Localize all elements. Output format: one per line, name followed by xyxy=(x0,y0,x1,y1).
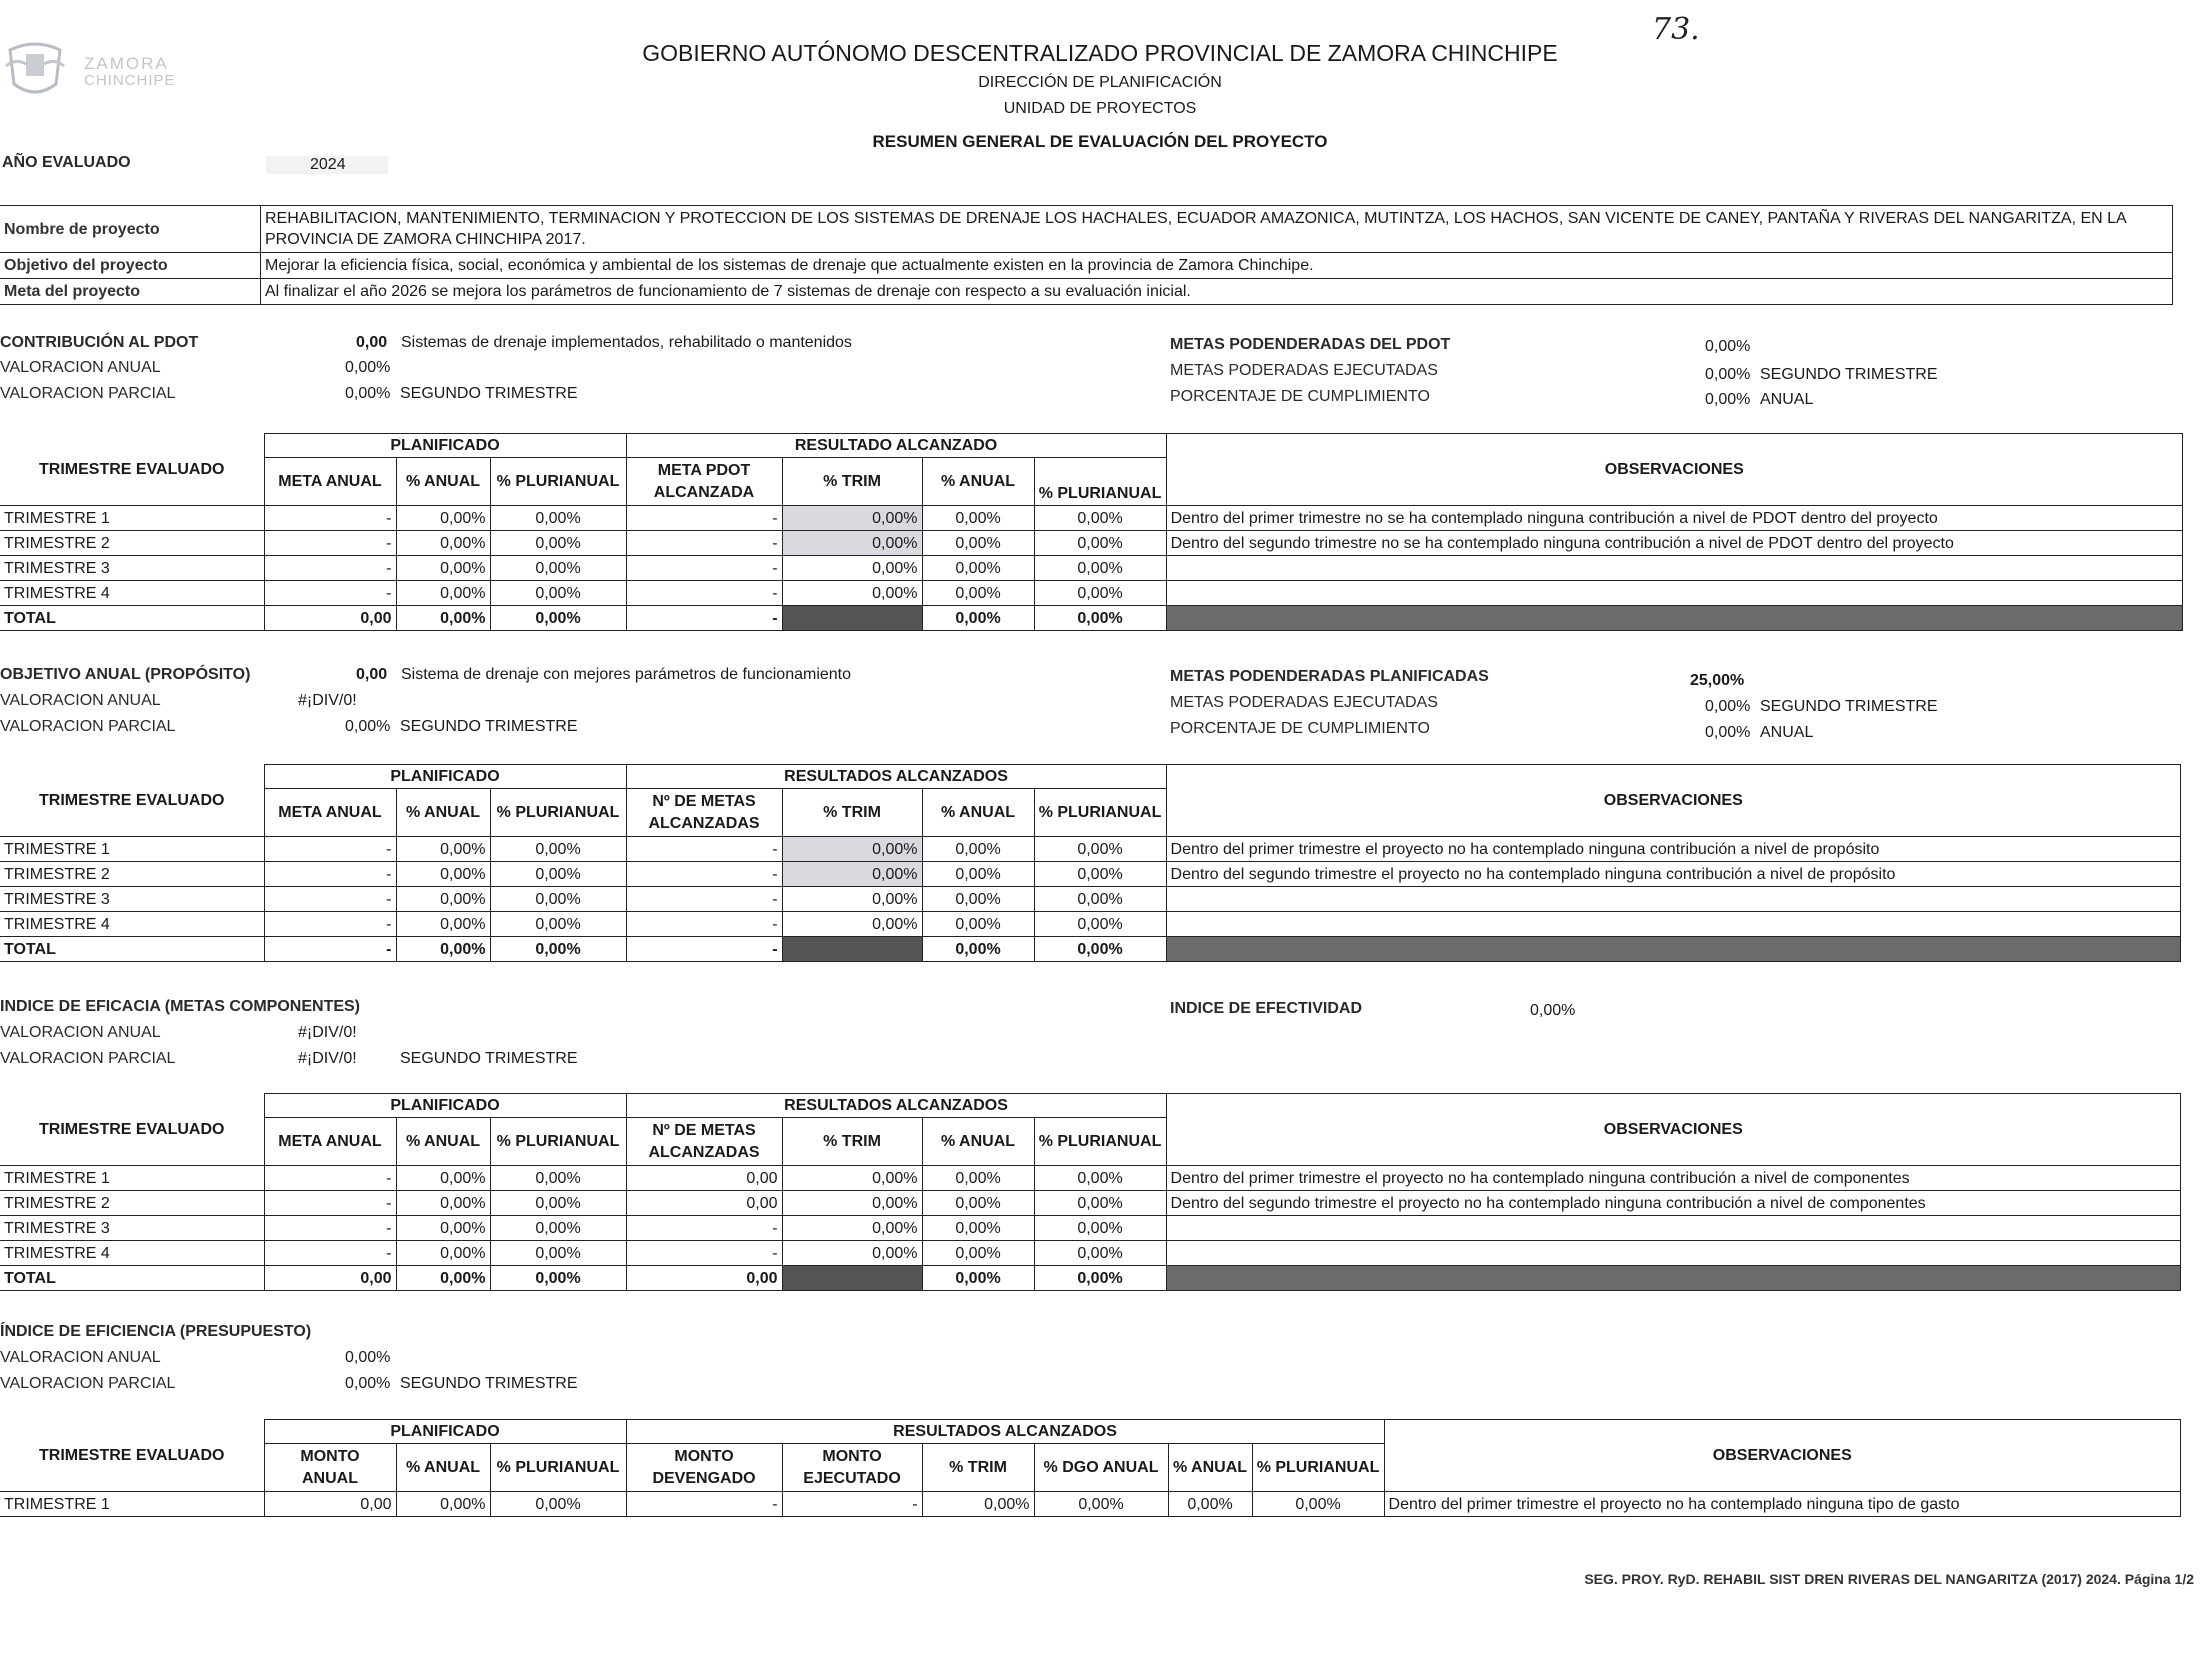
table-row xyxy=(0,1166,2181,1191)
table-row xyxy=(0,887,2181,912)
s4-th-observaciones: OBSERVACIONES xyxy=(1384,1420,2180,1492)
row-label: TRIMESTRE 2 xyxy=(0,531,264,556)
cell-meta: - xyxy=(264,1166,396,1191)
cell-ranual: 0,00% xyxy=(922,1166,1034,1191)
row-label: TRIMESTRE 3 xyxy=(0,556,264,581)
s4-th-pct-trim: % TRIM xyxy=(922,1444,1034,1492)
s4-th-dev-1: MONTO xyxy=(674,1447,734,1465)
s2-th-resultado: RESULTADOS ALCANZADOS xyxy=(626,765,1166,789)
s1-value: 0,00 xyxy=(356,334,388,351)
row-label: TOTAL xyxy=(0,606,264,631)
cell-rplur: 0,00% xyxy=(1034,1191,1166,1216)
cell-trim: 0,00% xyxy=(782,912,922,937)
cell-obs: Dentro del primer trimestre el proyecto no ha contemplado ninguna tipo de gasto xyxy=(1384,1492,2180,1517)
s2-parcial-period: SEGUNDO TRIMESTRE xyxy=(400,718,578,735)
s1-r-exec: METAS PODERADAS EJECUTADAS xyxy=(1170,362,1438,379)
project-objective-label: Objetivo del proyecto xyxy=(0,253,261,279)
cell-anual: 0,00% xyxy=(396,506,490,531)
cell-alc: - xyxy=(626,556,782,581)
s3-th-meta-1: Nº DE METAS xyxy=(652,1121,756,1139)
s4-th-trimestre: TRIMESTRE EVALUADO xyxy=(0,1420,264,1492)
s1-table xyxy=(0,433,2183,631)
s1-th-pct-trim: % TRIM xyxy=(782,458,922,506)
cell-trim: 0,00% xyxy=(922,1492,1034,1517)
cell-devengado: - xyxy=(626,1492,782,1517)
cell-ranual: 0,00% xyxy=(922,1191,1034,1216)
cell-anual: 0,00% xyxy=(396,837,490,862)
cell-ejecutado: - xyxy=(782,1492,922,1517)
cell-ranual: 0,00% xyxy=(922,506,1034,531)
s4-th-resultado: RESULTADOS ALCANZADOS xyxy=(626,1420,1384,1444)
cell-obs-blank xyxy=(1166,1266,2180,1291)
s3-th-meta-2: ALCANZADAS xyxy=(648,1143,760,1161)
row-label: TRIMESTRE 4 xyxy=(0,912,264,937)
cell-meta: 0,00 xyxy=(264,606,396,631)
s2-th-r-plurianual: % PLURIANUAL xyxy=(1034,789,1166,837)
cell-alc: 0,00 xyxy=(626,1266,782,1291)
project-info-table xyxy=(0,205,2173,305)
s3-th-resultado: RESULTADOS ALCANZADOS xyxy=(626,1094,1166,1118)
s1-r-title-val: 0,00% xyxy=(1705,338,1751,355)
s3-th-r-plurianual: % PLURIANUAL xyxy=(1034,1118,1166,1166)
s4-th-pct-anual: % ANUAL xyxy=(396,1444,490,1492)
table-row xyxy=(0,581,2183,606)
header-sub-1: DIRECCIÓN DE PLANIFICACIÓN xyxy=(978,74,1222,91)
cell-ranual: 0,00% xyxy=(922,606,1034,631)
s2-th-trimestre: TRIMESTRE EVALUADO xyxy=(0,765,264,837)
s2-r-exec-val: 0,00% xyxy=(1705,698,1751,715)
cell-obs: Dentro del segundo trimestre el proyecto no ha contemplado ninguna contribución a nivel de componentes xyxy=(1166,1191,2180,1216)
cell-anual: 0,00% xyxy=(396,581,490,606)
table-row xyxy=(0,1191,2181,1216)
cell-rplur: 0,00% xyxy=(1034,887,1166,912)
cell-anual: 0,00% xyxy=(396,862,490,887)
s2-r-exec-period: SEGUNDO TRIMESTRE xyxy=(1760,698,1938,715)
cell-obs xyxy=(1166,556,2182,581)
s3-title: INDICE DE EFICACIA (METAS COMPONENTES) xyxy=(0,998,361,1015)
s1-th-meta-1: META PDOT xyxy=(657,461,751,479)
cell-anual: 0,00% xyxy=(396,1492,490,1517)
s2-th-meta-2: ALCANZADAS xyxy=(648,814,760,832)
s2-anual-label: VALORACION ANUAL xyxy=(0,692,161,709)
cell-trim: 0,00% xyxy=(782,1216,922,1241)
s1-th-pct-anual: % ANUAL xyxy=(396,458,490,506)
cell-anual: 0,00% xyxy=(396,912,490,937)
s4-table xyxy=(0,1419,2181,1517)
s1-r-cump: PORCENTAJE DE CUMPLIMIENTO xyxy=(1170,388,1430,405)
row-label: TRIMESTRE 3 xyxy=(0,1216,264,1241)
s1-th-resultado: RESULTADO ALCANZADO xyxy=(626,434,1166,458)
row-label: TRIMESTRE 1 xyxy=(0,837,264,862)
cell-rplur: 0,00% xyxy=(1034,1216,1166,1241)
cell-anual: 0,00% xyxy=(396,1216,490,1241)
s1-r-title: METAS PODENDERADAS DEL PDOT xyxy=(1170,336,1451,353)
s2-th-metas-alcanzadas xyxy=(626,789,782,837)
s2-th-meta-1: Nº DE METAS xyxy=(652,792,756,810)
row-label: TRIMESTRE 4 xyxy=(0,1241,264,1266)
s4-th-eje-2: EJECUTADO xyxy=(803,1469,901,1487)
cell-meta: - xyxy=(264,837,396,862)
s1-th-meta-alcanzada xyxy=(626,458,782,506)
s2-th-pct-anual: % ANUAL xyxy=(396,789,490,837)
cell-monto: 0,00 xyxy=(264,1492,396,1517)
cell-plur: 0,00% xyxy=(490,1241,626,1266)
row-label: TOTAL xyxy=(0,1266,264,1291)
s4-th-planificado: PLANIFICADO xyxy=(264,1420,626,1444)
project-goal: Al finalizar el año 2026 se mejora los parámetros de funcionamiento de 7 sistemas de drenaje con respecto a su evaluación inicial. xyxy=(261,279,2173,305)
cell-plur: 0,00% xyxy=(490,531,626,556)
s3-th-pct-anual: % ANUAL xyxy=(396,1118,490,1166)
cell-anual: 0,00% xyxy=(396,1241,490,1266)
s2-th-planificado: PLANIFICADO xyxy=(264,765,626,789)
cell-rplur: 0,00% xyxy=(1034,862,1166,887)
s1-parcial-period: SEGUNDO TRIMESTRE xyxy=(400,385,578,402)
cell-trim: 0,00% xyxy=(782,1241,922,1266)
project-name-label: Nombre de proyecto xyxy=(0,206,261,253)
project-goal-label: Meta del proyecto xyxy=(0,279,261,305)
cell-meta: - xyxy=(264,1191,396,1216)
s4-th-monto-anual-1: MONTO xyxy=(300,1447,360,1465)
cell-trim: 0,00% xyxy=(782,862,922,887)
s4-parcial-value: 0,00% xyxy=(345,1375,391,1392)
header-sub-3: RESUMEN GENERAL DE EVALUACIÓN DEL PROYECTO xyxy=(872,132,1328,151)
row-label: TRIMESTRE 4 xyxy=(0,581,264,606)
s4-th-monto-ejecutado xyxy=(782,1444,922,1492)
cell-obs: Dentro del primer trimestre no se ha contemplado ninguna contribución a nivel de PDOT dentro del proyecto xyxy=(1166,506,2182,531)
row-label: TRIMESTRE 1 xyxy=(0,506,264,531)
header-title: GOBIERNO AUTÓNOMO DESCENTRALIZADO PROVINCIAL DE ZAMORA CHINCHIPE xyxy=(642,40,1558,66)
cell-plur: 0,00% xyxy=(490,937,626,962)
s3-th-r-anual: % ANUAL xyxy=(922,1118,1034,1166)
cell-alc: - xyxy=(626,1241,782,1266)
s4-title: ÍNDICE DE EFICIENCIA (PRESUPUESTO) xyxy=(0,1323,312,1340)
cell-meta: - xyxy=(264,1241,396,1266)
cell-anual: 0,00% xyxy=(396,606,490,631)
s4-th-monto-anual xyxy=(264,1444,396,1492)
logo-text-1: ZAMORA xyxy=(84,54,169,73)
cell-anual: 0,00% xyxy=(396,556,490,581)
cell-trim: 0,00% xyxy=(782,531,922,556)
s4-th-monto-devengado xyxy=(626,1444,782,1492)
s2-r-cump-period: ANUAL xyxy=(1760,724,1814,741)
cell-alc: - xyxy=(626,937,782,962)
table-row xyxy=(0,862,2181,887)
s2-r-cump: PORCENTAJE DE CUMPLIMIENTO xyxy=(1170,720,1430,737)
cell-obs: Dentro del segundo trimestre no se ha contemplado ninguna contribución a nivel de PDOT dentro del proyecto xyxy=(1166,531,2182,556)
cell-ranual: 0,00% xyxy=(922,1266,1034,1291)
cell-meta: - xyxy=(264,1216,396,1241)
cell-alc: 0,00 xyxy=(626,1191,782,1216)
s2-r-exec: METAS PODERADAS EJECUTADAS xyxy=(1170,694,1438,711)
s2-th-observaciones: OBSERVACIONES xyxy=(1166,765,2180,837)
table-row-total xyxy=(0,1266,2181,1291)
row-label: TRIMESTRE 1 xyxy=(0,1166,264,1191)
cell-anual: 0,00% xyxy=(396,531,490,556)
s1-th-planificado: PLANIFICADO xyxy=(264,434,626,458)
cell-plur: 0,00% xyxy=(490,862,626,887)
cell-trim-blank xyxy=(782,937,922,962)
s1-r-exec-val: 0,00% xyxy=(1705,366,1751,383)
cell-dgo: 0,00% xyxy=(1034,1492,1168,1517)
cell-obs-blank xyxy=(1166,606,2182,631)
s4-parcial-label: VALORACION PARCIAL xyxy=(0,1375,176,1392)
cell-obs-blank xyxy=(1166,937,2180,962)
s3-r-title: INDICE DE EFECTIVIDAD xyxy=(1170,1000,1363,1017)
s1-th-meta-anual: META ANUAL xyxy=(264,458,396,506)
s1-th-meta-2: ALCANZADA xyxy=(653,483,755,501)
s3-th-meta-anual: META ANUAL xyxy=(264,1118,396,1166)
s1-r-exec-period: SEGUNDO TRIMESTRE xyxy=(1760,366,1938,383)
table-row xyxy=(0,556,2183,581)
s1-th-trimestre: TRIMESTRE EVALUADO xyxy=(0,434,264,506)
s1-anual-label: VALORACION ANUAL xyxy=(0,359,161,376)
s3-th-planificado: PLANIFICADO xyxy=(264,1094,626,1118)
s4-th-monto-anual-2: ANUAL xyxy=(302,1469,358,1487)
s2-th-pct-trim: % TRIM xyxy=(782,789,922,837)
s4-th-dev-2: DEVENGADO xyxy=(652,1469,756,1487)
s2-r-title-val: 25,00% xyxy=(1690,672,1745,689)
year-value: 2024 xyxy=(266,156,388,174)
cell-alc: - xyxy=(626,862,782,887)
row-label: TRIMESTRE 2 xyxy=(0,1191,264,1216)
s1-th-r-anual: % ANUAL xyxy=(922,458,1034,506)
cell-rplur: 0,00% xyxy=(1034,837,1166,862)
cell-anual: 0,00% xyxy=(396,887,490,912)
s1-parcial-label: VALORACION PARCIAL xyxy=(0,385,176,402)
s3-th-pct-plurianual: % PLURIANUAL xyxy=(490,1118,626,1166)
s2-desc: Sistema de drenaje con mejores parámetros de funcionamiento xyxy=(401,666,852,683)
cell-anual: 0,00% xyxy=(396,1191,490,1216)
s3-anual-label: VALORACION ANUAL xyxy=(0,1024,161,1041)
table-row xyxy=(0,506,2183,531)
cell-plur: 0,00% xyxy=(490,837,626,862)
table-row-total xyxy=(0,606,2183,631)
cell-obs xyxy=(1166,581,2182,606)
cell-rplur: 0,00% xyxy=(1034,556,1166,581)
cell-meta: - xyxy=(264,887,396,912)
cell-trim-blank xyxy=(782,606,922,631)
s3-parcial-period: SEGUNDO TRIMESTRE xyxy=(400,1050,578,1067)
s4-anual-label: VALORACION ANUAL xyxy=(0,1349,161,1366)
s2-th-pct-plurianual: % PLURIANUAL xyxy=(490,789,626,837)
cell-ranual: 0,00% xyxy=(922,556,1034,581)
cell-anual: 0,00% xyxy=(396,1166,490,1191)
cell-alc: - xyxy=(626,606,782,631)
cell-meta: - xyxy=(264,581,396,606)
cell-anual: 0,00% xyxy=(396,1266,490,1291)
logo-text-2: CHINCHIPE xyxy=(84,72,176,89)
s1-th-r-plurianual: % PLURIANUAL xyxy=(1034,458,1166,506)
s1-parcial-value: 0,00% xyxy=(345,385,391,402)
s3-th-observaciones: OBSERVACIONES xyxy=(1166,1094,2180,1166)
cell-alc: - xyxy=(626,912,782,937)
s3-th-trimestre: TRIMESTRE EVALUADO xyxy=(0,1094,264,1166)
s1-r-cump-period: ANUAL xyxy=(1760,391,1814,408)
cell-rplur: 0,00% xyxy=(1034,1166,1166,1191)
cell-alc: - xyxy=(626,837,782,862)
cell-rplur: 0,00% xyxy=(1252,1492,1384,1517)
s1-th-observaciones: OBSERVACIONES xyxy=(1166,434,2182,506)
s3-parcial-value: #¡DIV/0! xyxy=(298,1050,357,1067)
cell-ranual: 0,00% xyxy=(922,837,1034,862)
s4-th-pct-plurianual: % PLURIANUAL xyxy=(490,1444,626,1492)
s3-th-pct-trim: % TRIM xyxy=(782,1118,922,1166)
table-row xyxy=(0,912,2181,937)
s4-th-dgo-anual: % DGO ANUAL xyxy=(1034,1444,1168,1492)
s1-th-pct-plurianual: % PLURIANUAL xyxy=(490,458,626,506)
s2-r-cump-val: 0,00% xyxy=(1705,724,1751,741)
cell-plur: 0,00% xyxy=(490,1492,626,1517)
s3-th-metas-alcanzadas xyxy=(626,1118,782,1166)
row-label: TOTAL xyxy=(0,937,264,962)
cell-obs: Dentro del primer trimestre el proyecto no ha contemplado ninguna contribución a nivel de componentes xyxy=(1166,1166,2180,1191)
project-name: REHABILITACION, MANTENIMIENTO, TERMINACION Y PROTECCION DE LOS SISTEMAS DE DRENAJE LOS HACHALES, ECUADOR AMAZONICA, MUTINTZA, LOS HACHOS, SAN VICENTE DE CANEY, PANTAÑA Y RIVERAS DEL NANGARITZA, EN LA PROVINCIA DE ZAMORA CHINCHIPA 2017. xyxy=(261,206,2173,253)
cell-alc: 0,00 xyxy=(626,1166,782,1191)
page-footer: SEG. PROY. RyD. REHABIL SIST DREN RIVERAS DEL NANGARITZA (2017) 2024. Página 1/2 xyxy=(1584,1571,2194,1587)
cell-plur: 0,00% xyxy=(490,887,626,912)
cell-trim: 0,00% xyxy=(782,506,922,531)
table-row xyxy=(0,531,2183,556)
cell-rplur: 0,00% xyxy=(1034,531,1166,556)
cell-ranual: 0,00% xyxy=(922,531,1034,556)
s1-r-cump-val: 0,00% xyxy=(1705,391,1751,408)
s2-value: 0,00 xyxy=(356,666,388,683)
cell-obs: Dentro del primer trimestre el proyecto no ha contemplado ninguna contribución a nivel de propósito xyxy=(1166,837,2180,862)
table-row xyxy=(0,837,2181,862)
cell-rplur: 0,00% xyxy=(1034,1266,1166,1291)
year-label: AÑO EVALUADO xyxy=(2,154,131,171)
project-objective: Mejorar la eficiencia física, social, económica y ambiental de los sistemas de drenaje que actualmente existen en la provincia de Zamora Chinchipe. xyxy=(261,253,2173,279)
cell-ranual: 0,00% xyxy=(922,1241,1034,1266)
cell-ranual: 0,00% xyxy=(922,1216,1034,1241)
cell-rplur: 0,00% xyxy=(1034,606,1166,631)
cell-plur: 0,00% xyxy=(490,912,626,937)
cell-ranual: 0,00% xyxy=(1168,1492,1252,1517)
s1-title: CONTRIBUCIÓN AL PDOT xyxy=(0,334,199,351)
cell-plur: 0,00% xyxy=(490,606,626,631)
row-label: TRIMESTRE 2 xyxy=(0,862,264,887)
s2-table xyxy=(0,764,2181,962)
cell-meta: - xyxy=(264,556,396,581)
cell-plur: 0,00% xyxy=(490,506,626,531)
s2-th-meta-anual: META ANUAL xyxy=(264,789,396,837)
row-label: TRIMESTRE 1 xyxy=(0,1492,264,1517)
s4-th-r-anual: % ANUAL xyxy=(1168,1444,1252,1492)
cell-anual: 0,00% xyxy=(396,937,490,962)
cell-obs xyxy=(1166,912,2180,937)
cell-trim: 0,00% xyxy=(782,837,922,862)
table-row-total xyxy=(0,937,2181,962)
cell-obs xyxy=(1166,1216,2180,1241)
cell-meta: - xyxy=(264,912,396,937)
header-sub-2: UNIDAD DE PROYECTOS xyxy=(1003,100,1197,117)
cell-obs xyxy=(1166,887,2180,912)
cell-trim: 0,00% xyxy=(782,1191,922,1216)
cell-plur: 0,00% xyxy=(490,1266,626,1291)
cell-alc: - xyxy=(626,581,782,606)
cell-ranual: 0,00% xyxy=(922,862,1034,887)
cell-meta: - xyxy=(264,531,396,556)
cell-rplur: 0,00% xyxy=(1034,1241,1166,1266)
cell-plur: 0,00% xyxy=(490,581,626,606)
cell-trim-blank xyxy=(782,1266,922,1291)
s2-title: OBJETIVO ANUAL (PROPÓSITO) xyxy=(0,666,251,683)
cell-rplur: 0,00% xyxy=(1034,912,1166,937)
s2-parcial-value: 0,00% xyxy=(345,718,391,735)
s3-parcial-label: VALORACION PARCIAL xyxy=(0,1050,176,1067)
cell-rplur: 0,00% xyxy=(1034,506,1166,531)
cell-trim: 0,00% xyxy=(782,887,922,912)
cell-trim: 0,00% xyxy=(782,556,922,581)
s2-th-r-anual: % ANUAL xyxy=(922,789,1034,837)
s3-anual-value: #¡DIV/0! xyxy=(298,1024,357,1041)
cell-ranual: 0,00% xyxy=(922,937,1034,962)
s4-parcial-period: SEGUNDO TRIMESTRE xyxy=(400,1375,578,1392)
s3-table xyxy=(0,1093,2181,1291)
cell-alc: - xyxy=(626,1216,782,1241)
s4-th-eje-1: MONTO xyxy=(822,1447,882,1465)
s2-r-title: METAS PODENDERADAS PLANIFICADAS xyxy=(1170,668,1489,685)
cell-obs xyxy=(1166,1241,2180,1266)
cell-plur: 0,00% xyxy=(490,1216,626,1241)
cell-ranual: 0,00% xyxy=(922,912,1034,937)
cell-ranual: 0,00% xyxy=(922,887,1034,912)
row-label: TRIMESTRE 3 xyxy=(0,887,264,912)
s3-r-title-val: 0,00% xyxy=(1530,1002,1576,1019)
cell-alc: - xyxy=(626,506,782,531)
table-row xyxy=(0,1241,2181,1266)
cell-meta: - xyxy=(264,506,396,531)
s4-th-r-plurianual: % PLURIANUAL xyxy=(1252,1444,1384,1492)
cell-alc: - xyxy=(626,531,782,556)
cell-rplur: 0,00% xyxy=(1034,581,1166,606)
s1-desc: Sistemas de drenaje implementados, rehabilitado o mantenidos xyxy=(401,334,852,351)
cell-obs: Dentro del segundo trimestre el proyecto no ha contemplado ninguna contribución a nivel de propósito xyxy=(1166,862,2180,887)
table-row xyxy=(0,1216,2181,1241)
s4-anual-value: 0,00% xyxy=(345,1349,391,1366)
s1-anual-value: 0,00% xyxy=(345,359,391,376)
cell-plur: 0,00% xyxy=(490,556,626,581)
cell-rplur: 0,00% xyxy=(1034,937,1166,962)
table-row xyxy=(0,1492,2181,1517)
cell-trim: 0,00% xyxy=(782,581,922,606)
cell-alc: - xyxy=(626,887,782,912)
cell-ranual: 0,00% xyxy=(922,581,1034,606)
cell-meta: 0,00 xyxy=(264,1266,396,1291)
cell-trim: 0,00% xyxy=(782,1166,922,1191)
cell-plur: 0,00% xyxy=(490,1191,626,1216)
cell-plur: 0,00% xyxy=(490,1166,626,1191)
s2-anual-value: #¡DIV/0! xyxy=(298,692,357,709)
cell-meta: - xyxy=(264,937,396,962)
cell-meta: - xyxy=(264,862,396,887)
page-stamp: 73. xyxy=(1652,12,1700,47)
s2-parcial-label: VALORACION PARCIAL xyxy=(0,718,176,735)
